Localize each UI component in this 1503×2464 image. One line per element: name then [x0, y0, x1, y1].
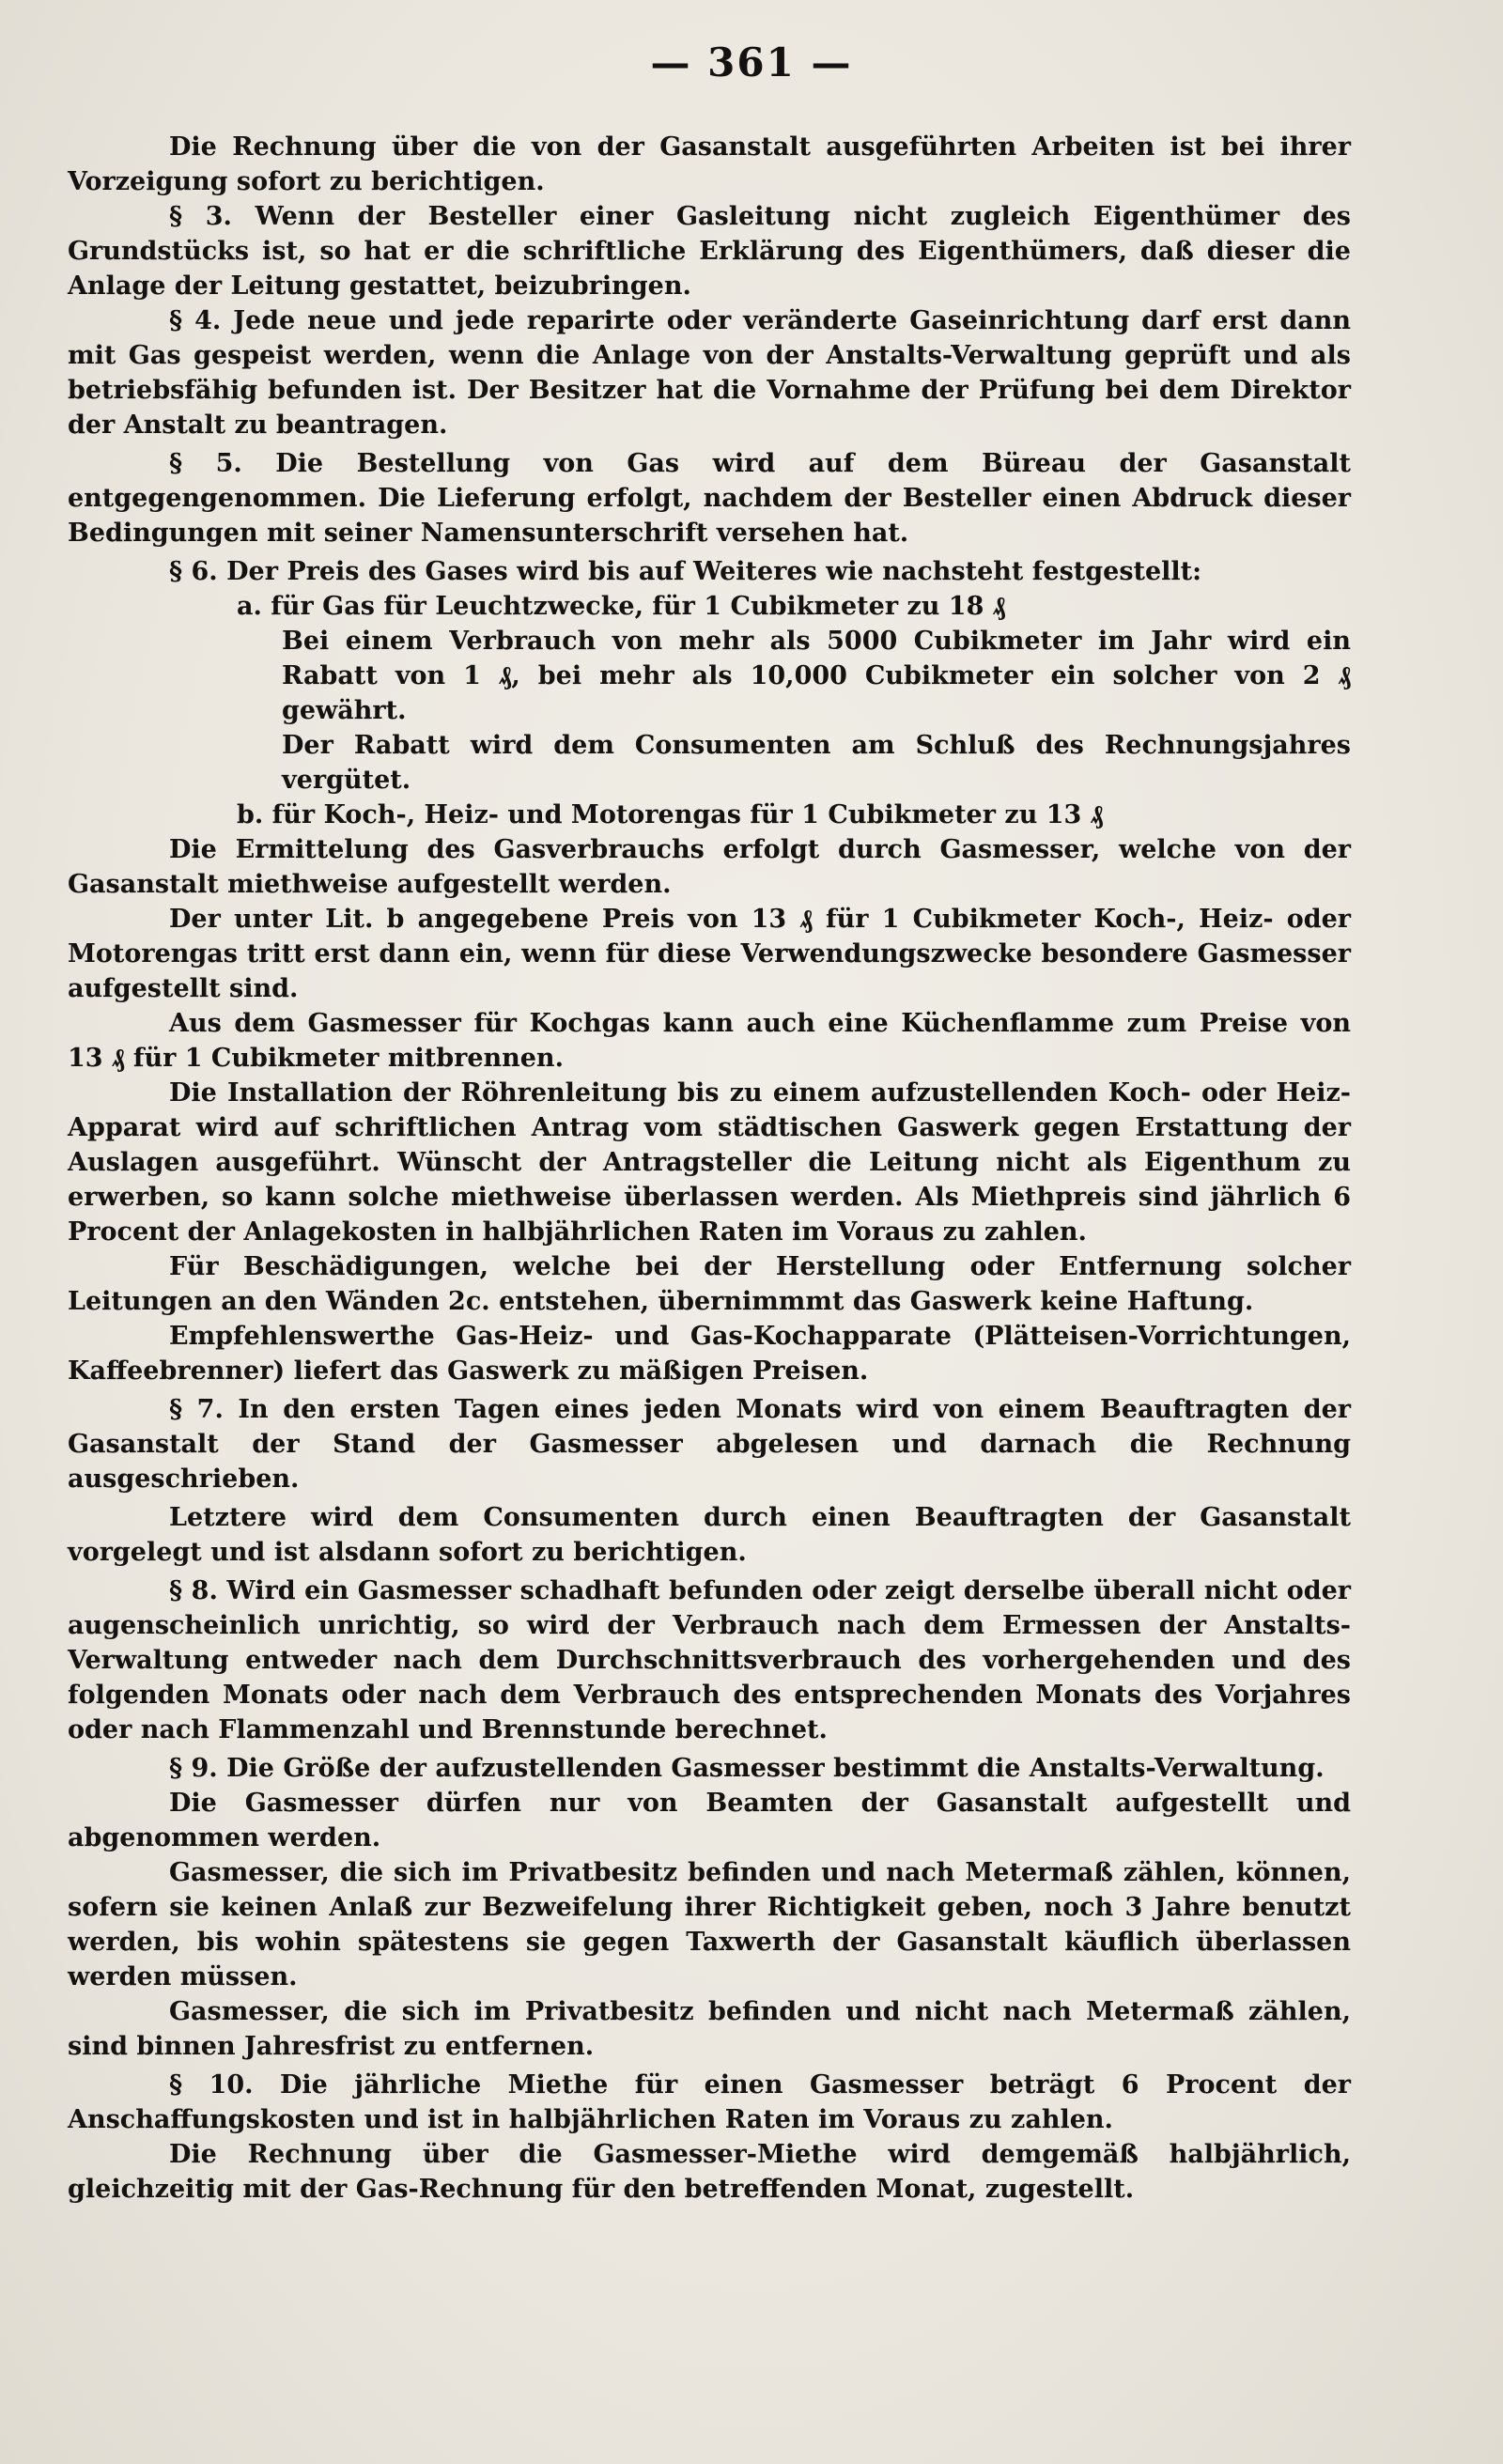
- paragraph-p4: § 5. Die Bestellung von Gas wird auf dem Büreau der Gasanstalt entgegengenommen. Die Lieferung erfolgt, nachdem der Besteller einen Abdruck dieser Bedingungen mit seiner Namensunterschrift versehen hat.: [68, 449, 1351, 548]
- paragraph-p19: § 9. Die Größe der aufzustellenden Gasmesser bestimmt die Anstalts-Verwaltung.: [169, 1754, 1325, 1783]
- paragraph-p17: Letztere wird dem Consumenten durch einen Beauftragten der Gasanstalt vorgelegt und ist alsdann sofort zu berichtigen.: [68, 1503, 1351, 1567]
- paragraph-p13: Die Installation der Röhrenleitung bis zu einem aufzustellenden Koch- oder Heiz-Apparat wird auf schriftlichen Antrag vom städtischen Gaswerk gegen Erstattung der Auslagen ausgeführt. Wünscht der Antragsteller die Leitung nicht als Eigenthum zu erwerben, so kann solche miethweise überlassen werden. Als Miethpreis sind jährlich 6 Procent der Anlagekosten in halbjährlichen Raten im Voraus zu zahlen.: [68, 1078, 1351, 1247]
- paragraph-p9: b. für Koch-, Heiz- und Motorengas für 1 Cubikmeter zu 13 ₰: [237, 800, 1104, 829]
- paragraph-p6: a. für Gas für Leuchtzwecke, für 1 Cubikmeter zu 18 ₰: [237, 592, 1006, 621]
- paragraph-p8: Der Rabatt wird dem Consumenten am Schluß des Rechnungsjahres vergütet.: [282, 731, 1351, 795]
- paragraph-p23: § 10. Die jährliche Miethe für einen Gasmesser beträgt 6 Procent der Anschaffungskosten und ist in halbjährlichen Raten im Voraus zu zahlen.: [68, 2070, 1351, 2134]
- page-number: — 361 —: [650, 39, 853, 85]
- paragraph-p12: Aus dem Gasmesser für Kochgas kann auch eine Küchenflamme zum Preise von 13 ₰ für 1 Cubikmeter mitbrennen.: [68, 1009, 1351, 1073]
- paragraph-p7: Bei einem Verbrauch von mehr als 5000 Cubikmeter im Jahr wird ein Rabatt von 1 ₰, bei mehr als 10,000 Cubikmeter ein solcher von 2 ₰ gewährt.: [282, 627, 1351, 725]
- paragraph-p2: § 3. Wenn der Besteller einer Gasleitung nicht zugleich Eigenthümer des Grundstücks ist, so hat er die schriftliche Erklärung des Eigenthümers, daß dieser die Anlage der Leitung gestattet, beizubringen.: [68, 202, 1351, 301]
- paragraph-p5: § 6. Der Preis des Gases wird bis auf Weiteres wie nachsteht festgestellt:: [169, 557, 1202, 586]
- paragraph-p16: § 7. In den ersten Tagen eines jeden Monats wird von einem Beauftragten der Gasanstalt der Stand der Gasmesser abgelesen und darnach die Rechnung ausgeschrieben.: [68, 1395, 1351, 1494]
- paragraph-p24: Die Rechnung über die Gasmesser-Miethe wird demgemäß halbjährlich, gleichzeitig mit der Gas-Rechnung für den betreffenden Monat, zugestellt.: [68, 2140, 1351, 2204]
- paragraph-p11: Der unter Lit. b angegebene Preis von 13 ₰ für 1 Cubikmeter Koch-, Heiz- oder Motorengas tritt erst dann ein, wenn für diese Verwendungszwecke besondere Gasmesser aufgestellt sind.: [68, 905, 1351, 1003]
- paragraph-p1: Die Rechnung über die von der Gasanstalt ausgeführten Arbeiten ist bei ihrer Vorzeigung sofort zu berichtigen.: [68, 132, 1351, 196]
- paragraph-p21: Gasmesser, die sich im Privatbesitz befinden und nach Metermaß zählen, können, sofern sie keinen Anlaß zur Bezweifelung ihrer Richtigkeit geben, noch 3 Jahre benutzt werden, bis wohin spätestens sie gegen Taxwerth der Gasanstalt käuflich überlassen werden müssen.: [68, 1858, 1351, 1991]
- paragraph-p18: § 8. Wird ein Gasmesser schadhaft befunden oder zeigt derselbe überall nicht oder augenscheinlich unrichtig, so wird der Verbrauch nach dem Ermessen der Anstalts-Verwaltung entweder nach dem Durchschnittsverbrauch des vorhergehenden und des folgenden Monats oder nach dem Verbrauch des entsprechenden Monats des Vorjahres oder nach Flammenzahl und Brennstunde berechnet.: [68, 1576, 1351, 1744]
- paragraph-p20: Die Gasmesser dürfen nur von Beamten der Gasanstalt aufgestellt und abgenommen werden.: [68, 1789, 1351, 1852]
- paragraph-p15: Empfehlenswerthe Gas-Heiz- und Gas-Kochapparate (Plätteisen-Vorrichtungen, Kaffeebrenner) liefert das Gaswerk zu mäßigen Preisen.: [68, 1322, 1351, 1386]
- paragraph-p22: Gasmesser, die sich im Privatbesitz befinden und nicht nach Metermaß zählen, sind binnen Jahresfrist zu entfernen.: [68, 1997, 1351, 2061]
- paragraph-p3: § 4. Jede neue und jede reparirte oder veränderte Gaseinrichtung darf erst dann mit Gas gespeist werden, wenn die Anlage von der Anstalts-Verwaltung geprüft und als betriebsfähig befunden ist. Der Besitzer hat die Vornahme der Prüfung bei dem Direktor der Anstalt zu beantragen.: [68, 306, 1351, 440]
- body-text: [68, 130, 1351, 2207]
- paragraph-p14: Für Beschädigungen, welche bei der Herstellung oder Entfernung solcher Leitungen an den Wänden 2c. entstehen, übernimmmt das Gaswerk keine Haftung.: [68, 1252, 1351, 1316]
- paragraph-p10: Die Ermittelung des Gasverbrauchs erfolgt durch Gasmesser, welche von der Gasanstalt miethweise aufgestellt werden.: [68, 835, 1351, 899]
